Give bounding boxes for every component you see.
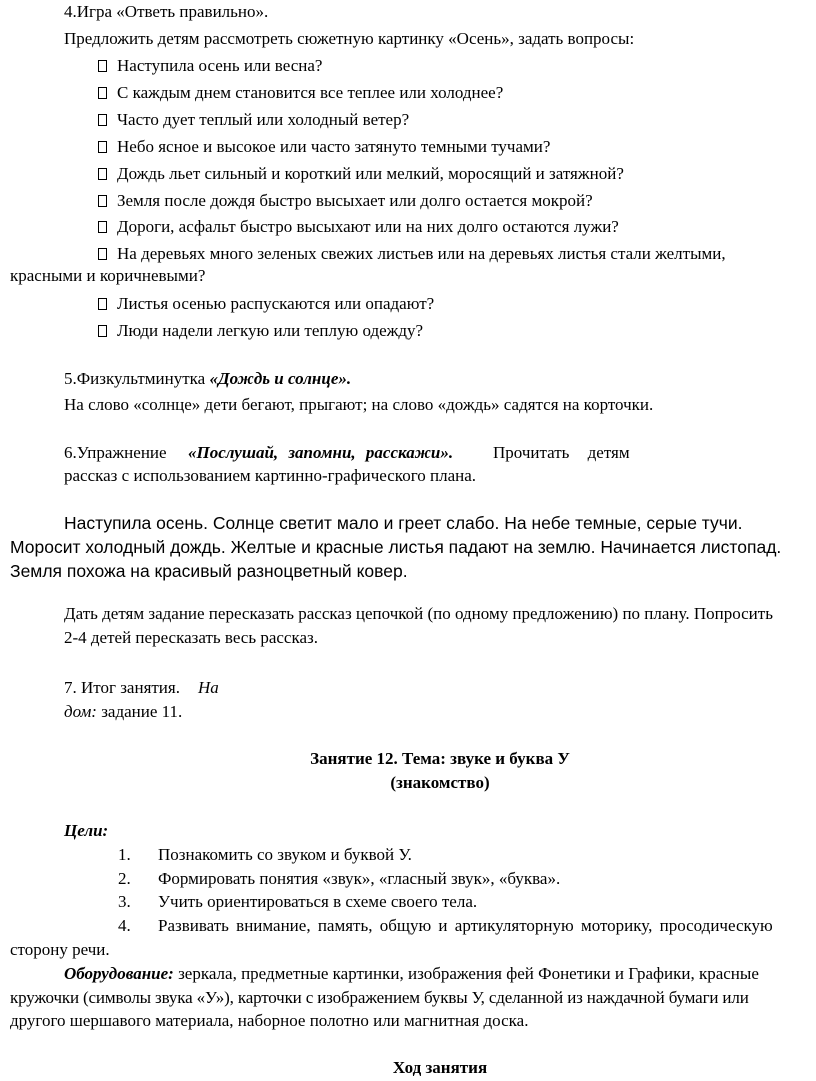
checkbox-square-icon (98, 60, 107, 72)
exercise6-label: 6.Упражнение (64, 443, 167, 462)
goal-text: Формировать понятия «звук», «гласный звук», «буква». (158, 869, 561, 888)
goal-number: 4. (118, 916, 131, 935)
homework-line: дом: задание 11. (64, 702, 183, 721)
checkbox-square-icon (98, 325, 107, 337)
story-line: Моросит холодный дождь. Желтые и красные листья падают на землю. Начинается листопад. (10, 537, 782, 557)
story-line: Наступила осень. Солнце светит мало и греет слабо. На небе темные, серые тучи. (64, 513, 743, 533)
homework-na: На (198, 678, 219, 697)
course-title: Ход занятия (392, 1058, 488, 1077)
checkbox-square-icon (98, 195, 107, 207)
retell-line: 2-4 детей пересказать весь рассказ. (64, 628, 318, 647)
checkbox-square-icon (98, 141, 107, 153)
lesson-title: Занятие 12. Тема: звуке и буква У (310, 749, 570, 768)
checkbox-square-icon (98, 248, 107, 260)
exercise5-text: На слово «солнце» дети бегают, прыгают; на слово «дождь» садятся на корточки. (64, 395, 654, 414)
list-item: С каждым днем становится все теплее или холоднее? (98, 83, 503, 103)
list-item: Листья осенью распускаются или опадают? (98, 294, 434, 314)
list-item: Небо ясное и высокое или часто затянуто темными тучами? (98, 137, 550, 157)
goal-number: 1. (118, 845, 131, 864)
story-line: Земля похожа на красивый разноцветный ковер. (10, 561, 408, 581)
list-item: Часто дует теплый или холодный ветер? (98, 110, 409, 130)
summary-label: 7. Итог занятия. (64, 678, 180, 697)
goal-text: Развивать внимание, память, общую и артикуляторную моторику, просодическую (158, 916, 773, 935)
checkbox-square-icon (98, 298, 107, 310)
checkbox-square-icon (98, 168, 107, 180)
game-intro: Предложить детям рассмотреть сюжетную картинку «Осень», задать вопросы: (64, 29, 635, 48)
goal-number: 3. (118, 892, 131, 911)
list-item: Дороги, асфальт быстро высыхают или на них долго остаются лужи? (98, 217, 619, 237)
equipment-line: другого шершавого материала, наборное полотно или магнитная доска. (10, 1011, 529, 1030)
retell-line: Дать детям задание пересказать рассказ цепочкой (по одному предложению) по плану. Попросить (64, 604, 773, 623)
list-item: Люди надели легкую или теплую одежду? (98, 321, 423, 341)
list-item: Дождь льет сильный и короткий или мелкий, моросящий и затяжной? (98, 164, 624, 184)
equipment-line: Оборудование: зеркала, предметные картинки, изображения фей Фонетики и Графики, красные (64, 964, 759, 983)
exercise6-name: «Послушай, запомни, расскажи». (188, 443, 454, 462)
checkbox-square-icon (98, 114, 107, 126)
list-item: Наступила осень или весна? (98, 56, 322, 76)
list-item: На деревьях много зеленых свежих листьев или на деревьях листья стали желтыми, (98, 244, 726, 264)
checkbox-square-icon (98, 221, 107, 233)
exercise6-rest: Прочитать детям (493, 443, 630, 462)
game-title: 4.Игра «Ответь правильно». (64, 2, 269, 21)
goal-continuation: сторону речи. (10, 940, 110, 959)
list-item-continuation: красными и коричневыми? (10, 266, 206, 285)
goal-number: 2. (118, 869, 131, 888)
exercise5-heading: 5.Физкультминутка «Дождь и солнце». (64, 369, 352, 388)
goal-text: Учить ориентироваться в схеме своего тела. (158, 892, 478, 911)
goal-text: Познакомить со звуком и буквой У. (158, 845, 412, 864)
lesson-subtitle: (знакомство) (390, 773, 490, 792)
exercise6-line2: рассказ с использованием картинно-графического плана. (64, 466, 477, 485)
list-item: Земля после дождя быстро высыхает или долго остается мокрой? (98, 191, 593, 211)
equipment-line: кружочки (символы звука «У»), карточки с изображением буквы У, сделанной из наждачной бумаги или (10, 988, 749, 1007)
checkbox-square-icon (98, 87, 107, 99)
goals-label: Цели: (64, 821, 109, 840)
